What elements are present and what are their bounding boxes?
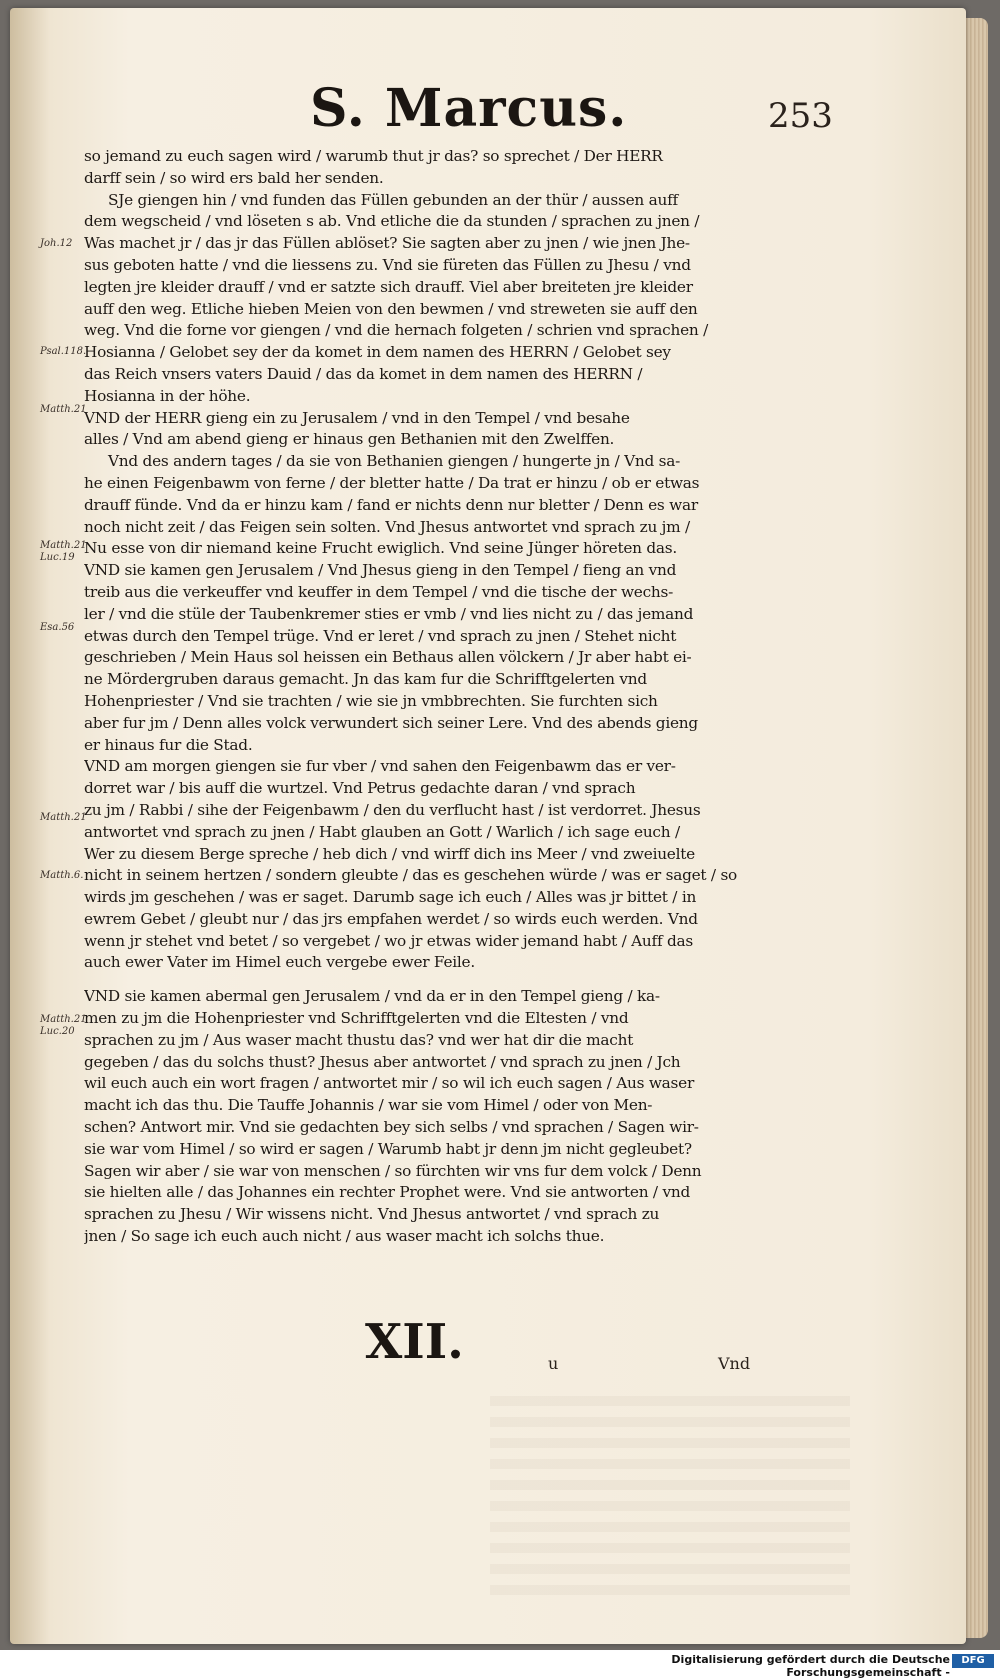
text-line: Was machet jr / das jr das Füllen ablöset? Sie sagten aber zu jnen / wie jnen Jhe- — [84, 234, 690, 253]
text-line: wil euch auch ein wort fragen / antwortet mir / so wil ich euch sagen / Aus waser — [84, 1074, 695, 1093]
text-line: ler / vnd die stüle der Taubenkremer sties er vmb / vnd lies nicht zu / das jemand — [84, 604, 694, 623]
text-line: Hosianna in der höhe. — [84, 386, 251, 405]
text-line: zu jm / Rabbi / sihe der Feigenbawm / den du verflucht hast / ist verdorret. Jhesus — [84, 800, 701, 819]
running-head-title: S. Marcus. — [310, 78, 628, 139]
text-line: wirds jm geschehen / was er saget. Darumb sage ich euch / Alles was jr bittet / in — [84, 888, 697, 907]
text-line: ne Mördergruben daraus gemacht. Jn das kam fur die Schrifftgelerten vnd — [84, 670, 647, 689]
book-page — [10, 8, 966, 1644]
digitization-credit: Digitalisierung gefördert durch die Deutsche Forschungsgemeinschaft - — [671, 1653, 950, 1679]
margin-note: Matth.21 Luc.19 — [40, 540, 87, 563]
text-line: VND sie kamen gen Jerusalem / Vnd Jhesus gieng in den Tempel / fieng an vnd — [84, 561, 677, 580]
margin-note: Matth.21 — [40, 404, 87, 415]
text-line: sprachen zu Jhesu / Wir wissens nicht. Vnd Jhesus antwortet / vnd sprach zu — [84, 1205, 660, 1224]
text-line: nicht in seinem hertzen / sondern gleubte / das es geschehen würde / was er saget / so — [84, 866, 738, 885]
dfg-logo: DFG — [952, 1654, 994, 1668]
text-line: antwortet vnd sprach zu jnen / Habt glauben an Gott / Warlich / ich sage euch / — [84, 822, 680, 841]
chapter-heading: XII. — [365, 1314, 464, 1370]
text-line: legten jre kleider drauff / vnd er satzte sich drauff. Viel aber breiteten jre kleider — [84, 277, 693, 296]
text-line: auff den weg. Etliche hieben Meien von den bewmen / vnd streweten sie auff den — [84, 299, 698, 318]
text-line: Sagen wir aber / sie war von menschen / so fürchten wir vns fur dem volck / Denn — [84, 1161, 702, 1180]
text-line: Hohenpriester / Vnd sie trachten / wie sie jn vmbbrechten. Sie furchten sich — [84, 691, 658, 710]
margin-note: Matth.21 Luc.20 — [40, 1014, 87, 1037]
text-line: dorret war / bis auff die wurtzel. Vnd Petrus gedachte daran / vnd sprach — [84, 779, 636, 798]
text-line: auch ewer Vater im Himel euch vergebe ewer Feile. — [84, 953, 475, 972]
text-line: VND der HERR gieng ein zu Jerusalem / vnd in den Tempel / vnd besahe — [84, 408, 630, 427]
text-line: sie war vom Himel / so wird er sagen / Warumb habt jr denn jm nicht gegleubet? — [84, 1139, 692, 1158]
body-text — [84, 146, 789, 1248]
margin-note: Matth.6. — [40, 870, 84, 881]
text-line: weg. Vnd die forne vor giengen / vnd die hernach folgeten / schrien vnd sprachen / — [84, 321, 709, 340]
catchword: Vnd — [718, 1354, 751, 1373]
text-line: noch nicht zeit / das Feigen sein solten. Vnd Jhesus antwortet vnd sprach zu jm / — [84, 517, 690, 536]
text-line: men zu jm die Hohenpriester vnd Schrifftgelerten vnd die Eltesten / vnd — [84, 1009, 629, 1028]
text-line: schen? Antwort mir. Vnd sie gedachten bey sich selbs / vnd sprachen / Sagen wir- — [84, 1118, 699, 1137]
margin-note: Esa.56 — [40, 622, 75, 633]
text-line: macht ich das thu. Die Tauffe Johannis / war sie vom Himel / oder von Men- — [84, 1096, 653, 1115]
text-line: sus geboten hatte / vnd die liessens zu. Vnd sie füreten das Füllen zu Jhesu / vnd — [84, 255, 691, 274]
show-through-bleed — [490, 1396, 850, 1596]
text-line: Nu esse von dir niemand keine Frucht ewiglich. Vnd seine Jünger höreten das. — [84, 539, 678, 558]
text-line: sie hielten alle / das Johannes ein rechter Prophet were. Vnd sie antworten / vnd — [84, 1183, 690, 1202]
text-line: VND am morgen giengen sie fur vber / vnd sahen den Feigenbawm das er ver- — [84, 757, 676, 776]
text-line: Hosianna / Gelobet sey der da komet in dem namen des HERRN / Gelobet sey — [84, 343, 671, 362]
text-line: gegeben / das du solchs thust? Jhesus aber antwortet / vnd sprach zu jnen / Jch — [84, 1052, 681, 1071]
text-line: alles / Vnd am abend gieng er hinaus gen Bethanien mit den Zwelffen. — [84, 430, 615, 449]
page-number: 253 — [768, 96, 833, 136]
text-line: geschrieben / Mein Haus sol heissen ein Bethaus allen völckern / Jr aber habt ei- — [84, 648, 692, 667]
margin-note: Psal.118. — [40, 346, 87, 357]
text-line: he einen Feigenbawm von ferne / der bletter hatte / Da trat er hinzu / ob er etwas — [84, 473, 700, 492]
margin-note: Matth.21 — [40, 812, 87, 823]
text-line: wenn jr stehet vnd betet / so vergebet / wo jr etwas wider jemand habt / Auff das — [84, 931, 693, 950]
text-line: drauff fünde. Vnd da er hinzu kam / fand er nichts denn nur bletter / Denn es war — [84, 495, 698, 514]
text-line: VND sie kamen abermal gen Jerusalem / vnd da er in den Tempel gieng / ka- — [84, 987, 660, 1006]
signature-mark: u — [548, 1354, 559, 1373]
text-line: dem wegscheid / vnd löseten s ab. Vnd etliche die da stunden / sprachen zu jnen / — [84, 212, 700, 231]
text-line: ewrem Gebet / gleubt nur / das jrs empfahen werdet / so wirds euch werden. Vnd — [84, 909, 698, 928]
text-line: so jemand zu euch sagen wird / warumb thut jr das? so sprechet / Der HERR — [84, 147, 663, 165]
text-line: aber fur jm / Denn alles volck verwundert sich seiner Lere. Vnd des abends gieng — [84, 713, 698, 732]
text-line: SJe giengen hin / vnd funden das Füllen gebunden an der thür / aussen auff — [108, 190, 678, 209]
text-line: sprachen zu jm / Aus waser macht thustu das? vnd wer hat dir die macht — [84, 1030, 634, 1049]
text-line: etwas durch den Tempel trüge. Vnd er leret / vnd sprach zu jnen / Stehet nicht — [84, 626, 677, 645]
text-line: darff sein / so wird ers bald her senden. — [84, 168, 384, 187]
text-line: treib aus die verkeuffer vnd keuffer in dem Tempel / vnd die tische der wechs- — [84, 582, 674, 601]
margin-note: Joh.12 — [40, 238, 73, 249]
text-line: er hinaus fur die Stad. — [84, 735, 253, 754]
text-line: Vnd des andern tages / da sie von Bethanien giengen / hungerte jn / Vnd sa- — [108, 452, 681, 471]
text-line: Wer zu diesem Berge spreche / heb dich / vnd wirff dich ins Meer / vnd zweiuelte — [84, 844, 695, 863]
text-line: jnen / So sage ich euch auch nicht / aus waser macht ich solchs thue. — [84, 1227, 605, 1246]
text-line: das Reich vnsers vaters Dauid / das da komet in dem namen des HERRN / — [84, 364, 643, 383]
